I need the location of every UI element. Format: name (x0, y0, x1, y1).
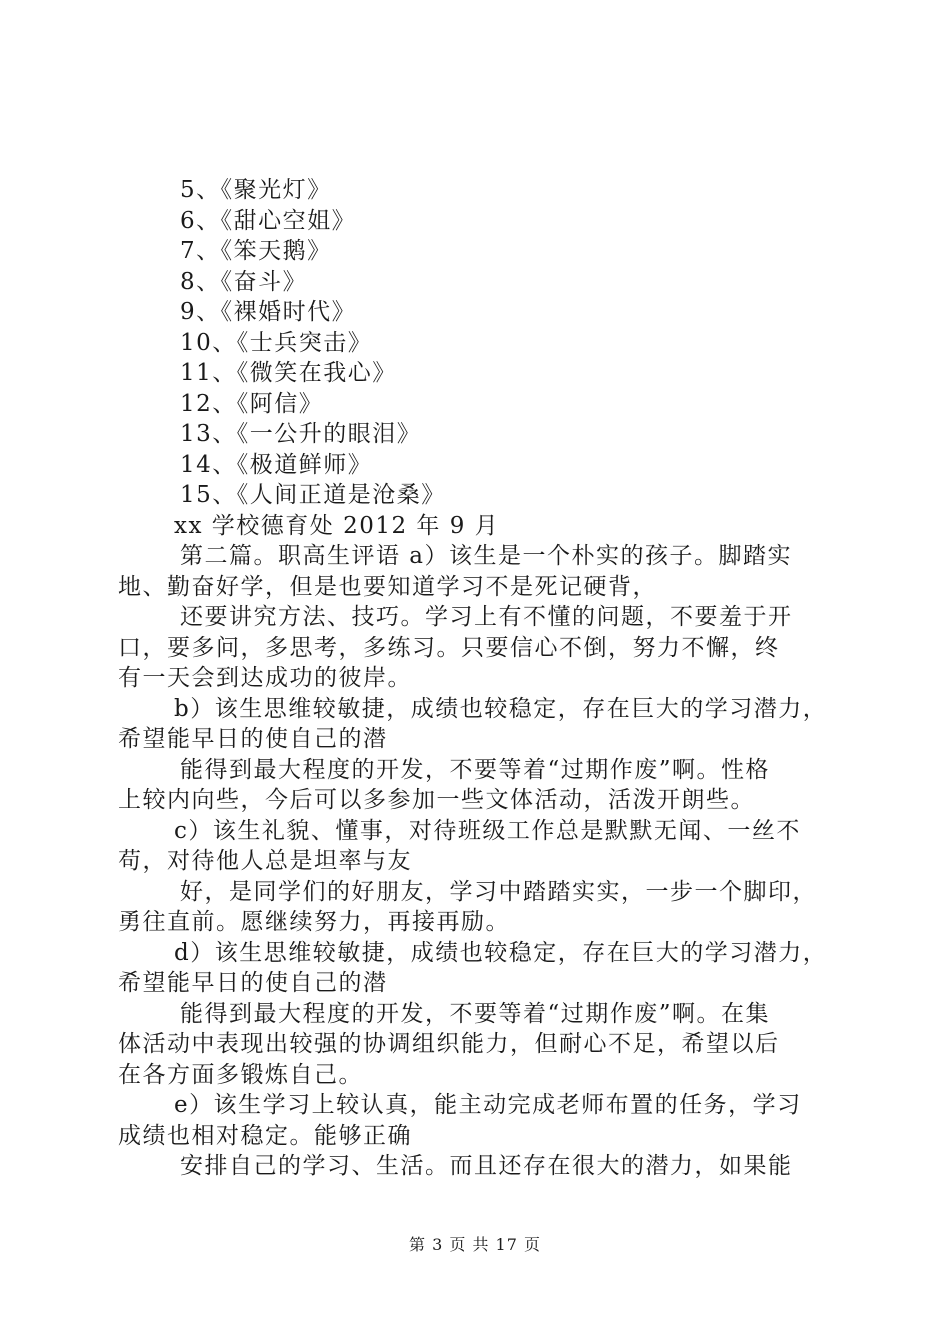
list-item: 14、《极道鲜师》 (180, 451, 373, 478)
paragraph-line: 口，要多问，多思考，多练习。只要信心不倒，努力不懈，终 (118, 634, 780, 661)
paragraph-line: 第二篇。职高生评语 a）该生是一个朴实的孩子。脚踏实 (180, 543, 793, 569)
paragraph-line: 安排自己的学习、生活。而且还存在很大的潜力，如果能 (180, 1153, 793, 1179)
list-item: 8、《奋斗》 (180, 268, 308, 295)
list-item: 13、《一公升的眼泪》 (180, 421, 422, 447)
list-item: 10、《士兵突击》 (180, 329, 373, 356)
paragraph-line: 成绩也相对稳定。能够正确 (118, 1122, 412, 1149)
list-item: 6、《甜心空姐》 (180, 207, 357, 234)
paragraph-line: 有一天会到达成功的彼岸。 (118, 665, 412, 691)
paragraph-line: 能得到最大程度的开发，不要等着“过期作废”啊。在集 (180, 1000, 771, 1027)
paragraph-line: e）该生学习上较认真，能主动完成老师布置的任务，学习 (174, 1092, 802, 1118)
page-footer: 第 3 页 共 17 页 (409, 1235, 541, 1254)
paragraph-line: d）该生思维较敏捷，成绩也较稳定，存在巨大的学习潜力， (174, 939, 828, 966)
paragraph-line: 体活动中表现出较强的协调组织能力，但耐心不足，希望以后 (118, 1031, 780, 1057)
paragraph-line: 苟，对待他人总是坦率与友 (118, 848, 412, 874)
list-item: 9、《裸婚时代》 (180, 299, 357, 325)
paragraph-line: 在各方面多锻炼自己。 (118, 1061, 363, 1088)
paragraph-line: 希望能早日的使自己的潜 (118, 970, 388, 996)
list-item: 7、《笨天鹅》 (180, 238, 332, 264)
paragraph-line: 好，是同学们的好朋友，学习中踏踏实实，一步一个脚印， (180, 878, 817, 905)
paragraph-line: 地、勤奋好学，但是也要知道学习不是死记硬背， (118, 573, 657, 600)
paragraph-line: 还要讲究方法、技巧。学习上有不懂的问题，不要羞于开 (180, 604, 793, 630)
paragraph-line: b）该生思维较敏捷，成绩也较稳定，存在巨大的学习潜力， (174, 695, 828, 722)
signature-line: xx 学校德育处 2012 年 9 月 (174, 512, 500, 539)
paragraph-line: 希望能早日的使自己的潜 (118, 726, 388, 752)
document-body (118, 175, 838, 1182)
list-item: 15、《人间正道是沧桑》 (180, 482, 446, 508)
list-item: 11、《微笑在我心》 (180, 360, 397, 386)
paragraph-line: 能得到最大程度的开发，不要等着“过期作废”啊。性格 (180, 756, 771, 783)
paragraph-line: 勇往直前。愿继续努力，再接再励。 (118, 909, 510, 935)
paragraph-line: 上较内向些，今后可以多参加一些文体活动，活泼开朗些。 (118, 787, 755, 813)
list-item: 12、《阿信》 (180, 390, 324, 417)
list-item: 5、《聚光灯》 (180, 177, 332, 203)
paragraph-line: c）该生礼貌、懂事，对待班级工作总是默默无闻、一丝不 (174, 817, 801, 844)
